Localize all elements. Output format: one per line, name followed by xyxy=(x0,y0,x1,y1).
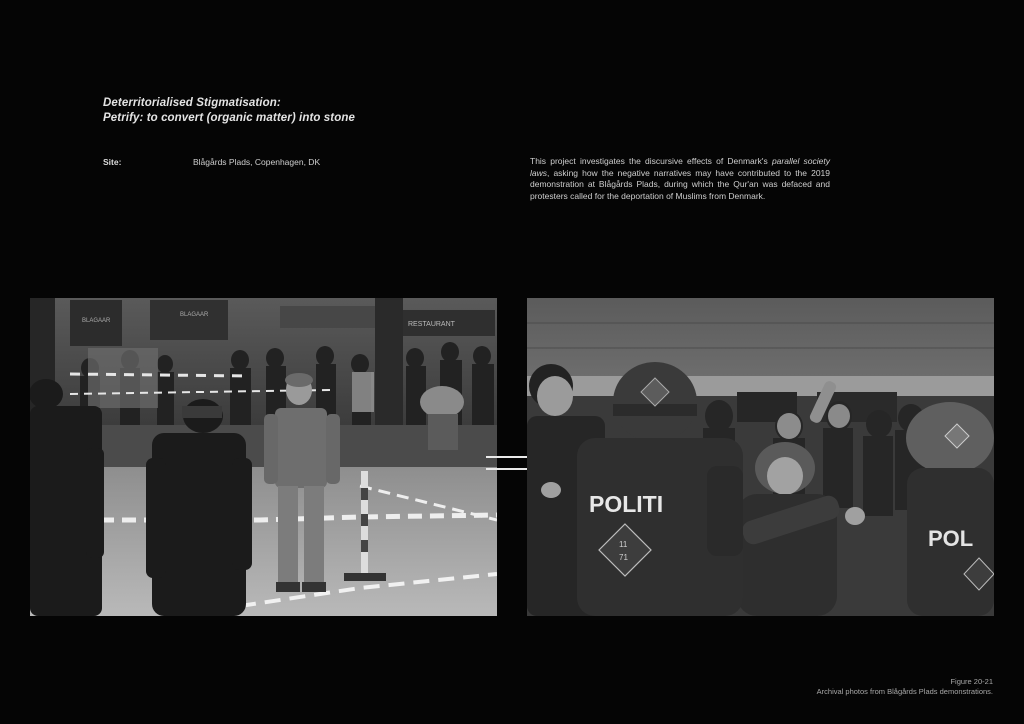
figure-caption xyxy=(817,677,993,696)
figure-caption-text: Archival photos from Blågårds Plads demonstrations. xyxy=(816,686,993,696)
jacket-text-pol: POL xyxy=(928,526,974,551)
description-before: This project investigates the discursive effects of Denmark's xyxy=(530,156,772,166)
project-description xyxy=(530,156,830,202)
jacket-text-politi: POLITI xyxy=(589,491,664,517)
sign-3-text: RESTAURANT xyxy=(408,321,455,328)
photo-left-demonstration-square xyxy=(30,298,497,616)
badge-number-top: 11 xyxy=(619,540,628,549)
figure-number: Figure 20-21 xyxy=(950,677,993,686)
description-emphasis: parallel society laws xyxy=(530,156,830,178)
site-value: Blågårds Plads, Copenhagen, DK xyxy=(193,157,321,167)
photo-right-illustration xyxy=(527,298,994,616)
title-line-2: Petrify: to convert (organic matter) into stone xyxy=(103,112,355,124)
photo-left-illustration xyxy=(30,298,497,616)
sign-1-text: BLAGAAR xyxy=(82,318,111,324)
description-after: , asking how the negative narratives may have contributed to the 2019 demonstration at Blågårds Plads, during which the Qur'an was defaced and protesters called for the deportation of Muslims from Denmark. xyxy=(530,167,830,201)
badge-number-bottom: 71 xyxy=(619,553,628,562)
title-block xyxy=(103,96,355,126)
sign-2-text: BLAGAAR xyxy=(180,312,209,318)
site-label: Site: xyxy=(103,157,122,167)
title-line-1: Deterritorialised Stigmatisation: xyxy=(103,97,281,109)
photo-right-police-confrontation xyxy=(527,298,994,616)
